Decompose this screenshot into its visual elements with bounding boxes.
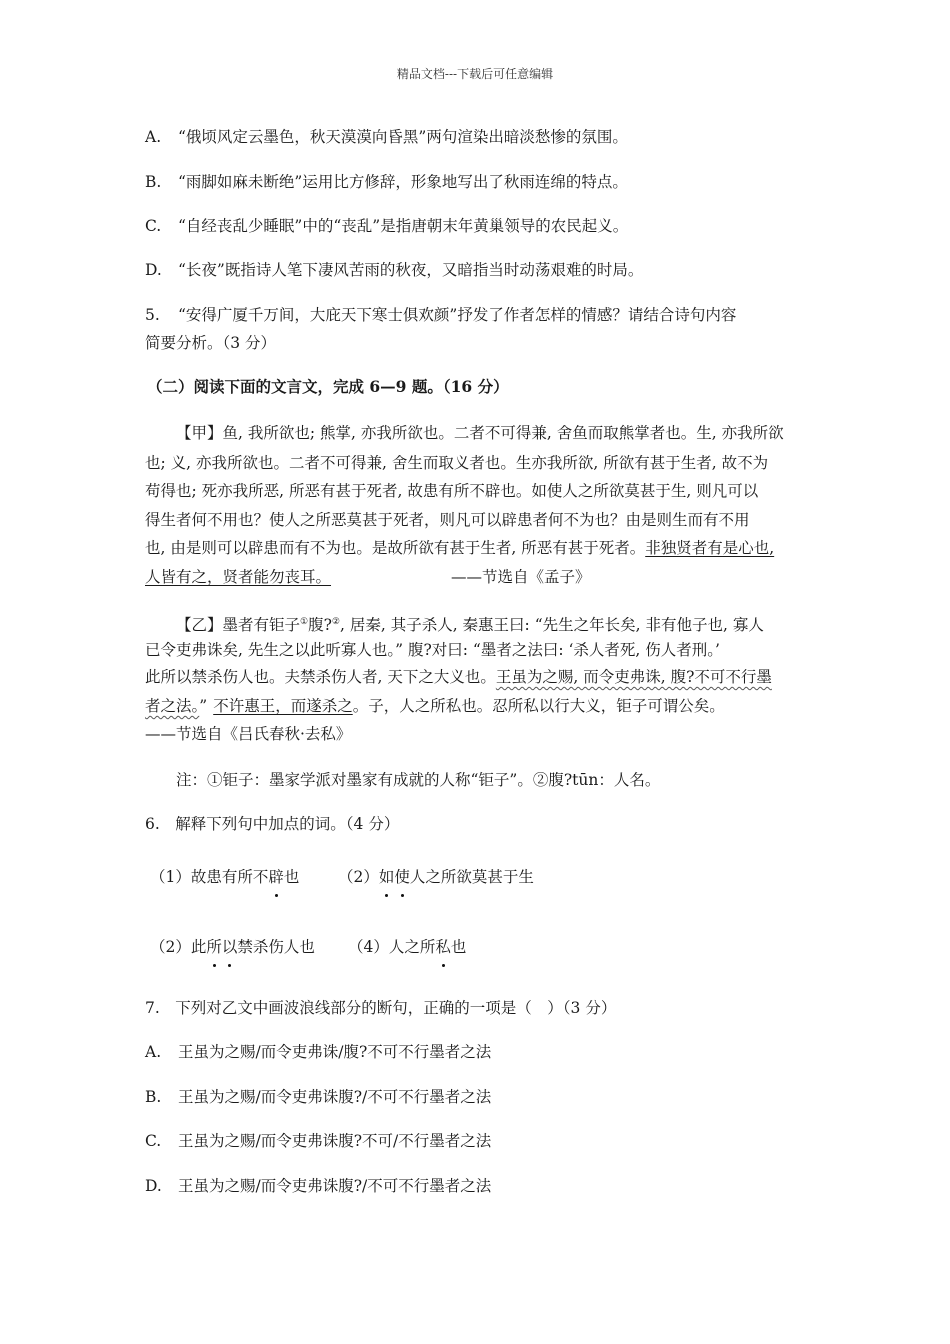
option-label: A. xyxy=(145,1043,162,1061)
passage-text: 。子，人之所私也。忍所私以行大义，钜子可谓公矣。 xyxy=(352,697,725,715)
q6-item-1 xyxy=(150,867,299,887)
passage-yi-line-1 xyxy=(176,612,764,635)
q4-option-d xyxy=(145,260,643,280)
underlined-sentence: 人皆有之，贤者能勿丧耳。 xyxy=(145,568,332,586)
q4-option-b xyxy=(145,172,628,192)
item-text: （2）此 xyxy=(150,938,207,956)
q7-option-b xyxy=(145,1087,491,1107)
passage-jia-line-5 xyxy=(145,538,774,558)
dotted-char: 使 xyxy=(394,868,410,886)
underlined-sentence: 非独贤者有是心也, xyxy=(645,539,775,557)
q7-option-d xyxy=(145,1176,491,1196)
footnote: 注：①钜子：墨家学派对墨家有成就的人称“钜子”。②腹?tūn：人名。 xyxy=(176,771,661,789)
q4-option-a xyxy=(145,127,628,147)
item-text: 禁杀伤人也 xyxy=(237,938,315,956)
item-text: 也 xyxy=(450,938,467,956)
passage-text: ” xyxy=(199,697,208,715)
q4-option-c xyxy=(145,216,628,236)
option-label: C. xyxy=(145,217,162,235)
dotted-char: 如 xyxy=(378,868,395,886)
dotted-word xyxy=(206,938,237,956)
passage-jia-line-4: 得生者何不用也？使人之所恶莫甚于死者，则凡可以辟患者何不为也？由是则生而有不用 xyxy=(145,511,750,529)
passage-jia-line-6 xyxy=(145,567,331,587)
passage-yi-line-2: 已令吏弗诛矣, 先生之以此听寡人也。” 腹?对曰: “墨者之法曰: ‘杀人者死, 伤人者刑。’ xyxy=(145,641,720,659)
passage-yi-source: ——节选自《吕氏春秋·去私》 xyxy=(145,725,352,743)
passage-text: 【乙】墨者有钜子 xyxy=(176,616,301,635)
option-text: “雨脚如麻未断绝”运用比方修辞，形象地写出了秋雨连绵的特点。 xyxy=(178,173,628,191)
q7-option-a xyxy=(145,1042,491,1062)
option-text: “长夜”既指诗人笔下凄风苦雨的秋夜，又暗指当时动荡艰难的时局。 xyxy=(178,261,644,279)
dotted-word: 私 xyxy=(435,938,451,956)
option-text: 王虽为之赐/而令吏弗诛腹?/不可不行墨者之法 xyxy=(178,1088,492,1106)
dotted-word xyxy=(379,868,410,886)
option-label: D. xyxy=(145,1177,162,1195)
q5-line-1 xyxy=(145,305,736,325)
passage-yi-line-3 xyxy=(145,667,772,687)
passage-text: 腹? xyxy=(308,616,332,635)
dotted-char: 所 xyxy=(206,938,222,956)
passage-jia-line-3: 苟得也; 死亦我所恶, 所恶有甚于死者, 故患有所不辟也。如使人之所欲莫甚于生, 则凡可以 xyxy=(145,482,759,500)
footnote-marker: ② xyxy=(331,617,340,627)
item-text: （2） xyxy=(338,868,379,886)
dotted-word: 辟 xyxy=(268,868,284,886)
option-text: “俄顷风定云墨色，秋天漠漠向昏黑”两句渲染出暗淡愁惨的氛围。 xyxy=(178,128,628,146)
passage-text: , 居秦, 其子杀人, 秦惠王曰: “先生之年长矣, 非有他子也, 寡人 xyxy=(339,616,764,635)
q6-item-3 xyxy=(150,937,315,957)
option-text: 王虽为之赐/而令吏弗诛腹?不可/不行墨者之法 xyxy=(178,1132,492,1150)
q5-text: “安得广厦千万间，大庇天下寒士俱欢颜”抒发了作者怎样的情感？请结合诗句内容 xyxy=(178,306,737,324)
option-label: A. xyxy=(145,128,162,146)
option-text: 王虽为之赐/而令吏弗诛腹?/不可不行墨者之法 xyxy=(178,1177,492,1195)
option-label: B. xyxy=(145,173,162,191)
item-text: 人之所欲莫甚于生 xyxy=(409,868,534,886)
option-text: “自经丧乱少睡眠”中的“丧乱”是指唐朝末年黄巢领导的农民起义。 xyxy=(178,217,629,235)
wavy-underlined-sentence: 者之法。 xyxy=(145,697,200,715)
underlined-sentence: 不许惠王，而遂杀之 xyxy=(213,697,353,715)
passage-jia-source: ——节选自《孟子》 xyxy=(451,568,591,586)
q7-option-c xyxy=(145,1131,491,1151)
q5-line-2: 简要分析。（3 分） xyxy=(145,334,277,352)
q6-item-4 xyxy=(348,937,466,957)
item-text: （4）人之所 xyxy=(348,938,436,956)
item-text: （1）故患有所不 xyxy=(150,868,269,886)
passage-yi-line-4 xyxy=(145,696,725,716)
section-title: （二）阅读下面的文言文，完成 6—9 题。（16 分） xyxy=(147,377,509,396)
item-text: 也 xyxy=(283,868,300,886)
option-label: B. xyxy=(145,1088,162,1106)
option-label: C. xyxy=(145,1132,162,1150)
passage-jia-line-2: 也; 义, 亦我所欲也。二者不可得兼, 舍生而取义者也。生亦我所欲, 所欲有甚于生者, 故不为 xyxy=(145,454,769,472)
q6-item-2 xyxy=(338,867,534,887)
option-label: D. xyxy=(145,261,162,279)
option-text: 王虽为之赐/而令吏弗诛/腹?不可不行墨者之法 xyxy=(178,1043,492,1061)
passage-text: 也, 由是则可以辟患而有不为也。是故所欲有甚于生者, 所恶有甚于死者。 xyxy=(145,539,646,557)
passage-text: 此所以禁杀伤人也。夫禁杀伤人者, 天下之大义也。 xyxy=(145,668,496,686)
dotted-char: 以 xyxy=(221,938,238,956)
passage-jia-line-1: 【甲】鱼, 我所欲也; 熊掌, 亦我所欲也。二者不可得兼, 舍鱼而取熊掌者也。生, 亦我所欲 xyxy=(176,424,784,442)
page-header: 精品文档---下载后可任意编辑 xyxy=(396,67,554,81)
q7-title: 7. 下列对乙文中画波浪线部分的断句，正确的一项是（ ）（3 分） xyxy=(145,999,617,1017)
wavy-underlined-sentence: 王虽为之赐, 而令吏弗诛, 腹?不可不行墨 xyxy=(495,668,772,686)
question-number: 5. xyxy=(145,306,160,324)
q6-title: 6. 解释下列句中加点的词。（4 分） xyxy=(145,815,400,833)
footnote-marker: ① xyxy=(300,617,309,627)
